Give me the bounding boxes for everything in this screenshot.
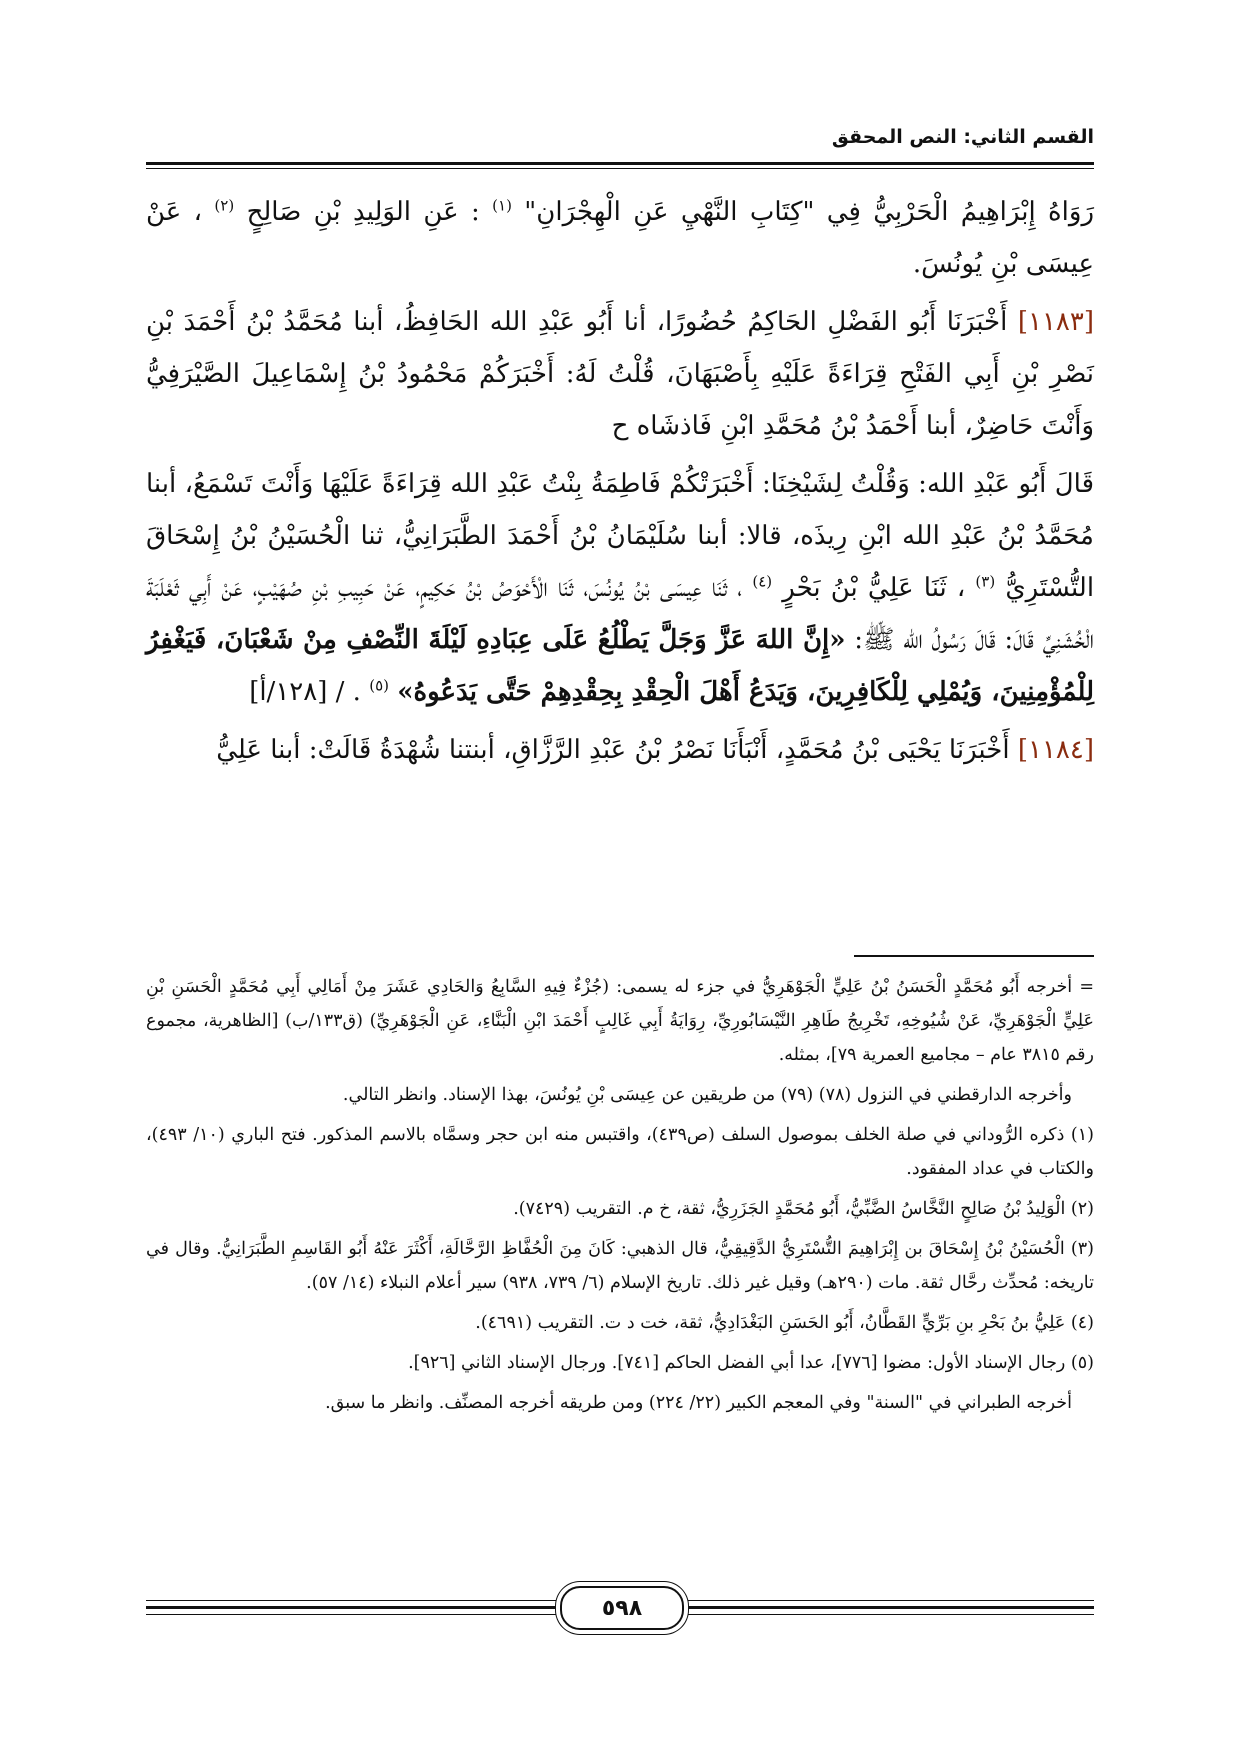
footnote-1: (١) ذكره الرُّوداني في صلة الخلف بموصول السلف (ص٤٣٩)، واقتبس منه ابن حجر وسمَّاه بالاسم المذكور. فتح الباري (١٠/ ٤٩٣)، والكتاب في عداد المفقود. [146,1125,1094,1179]
paragraph-text: قَالَ أَبُو عَبْدِ الله: وَقُلْتُ لِشَيْخِنَا: أَخْبَرَتْكُمْ فَاطِمَةُ بِنْتُ عَبْدِ الله قِرَاءَةً عَلَيْهَا وَأَنْتَ تَسْمَعُ، أبنا مُحَمَّدُ بْنُ عَبْدِ الله ابْنِ رِيذَه، قالا: أبنا سُلَيْمَانُ بْنُ أَحْمَدَ الطَّبَرَانِيُّ، ثنا الْحُسَيْنُ بْنُ إِسْحَاقَ التُّسْتَرِيُّ [146,469,1095,603]
paragraph-isnad [146,458,1094,718]
paragraph-text: ، عَنْ عِيسَى بْنِ يُونُسَ. [146,197,1094,279]
footnote-continued-2: وأخرجه الدارقطني في النزول (٧٨) (٧٩) من طريقين عن عِيسَى بْنِ يُونُسَ، بهذا الإسناد. وانظر التالي. [342,1085,1072,1105]
header-rule-thick [146,162,1094,165]
paragraph-text: ، ثَنَا عِيسَى بْنُ يُونُسَ، ثَنَا الْأَحْوَصُ بْنُ حَكِيمٍ، عَنْ حَبِيبِ بْنِ صُهَيْبٍ، عَنْ أَبِي ثَعْلَبَةَ الْخُشَنِيِّ قَالَ: قَالَ رَسُولُ الله ﷺ: [146,573,1094,655]
hadith-1184 [146,724,1094,776]
hadith-number: [١١٨٤] [1017,735,1094,765]
footnotes [146,970,1094,1426]
footnote-ref-1: (١) [492,196,512,215]
folio-marker: . / [١٢٨/أ] [249,677,361,707]
hadith-text: «إِنَّ اللهَ عَزَّ وَجَلَّ يَطْلُعُ عَلَى عِبَادِهِ لَيْلَةَ النِّصْفِ مِنْ شَعْبَانَ، فَيَغْفِرُ لِلْمُؤْمِنِينَ، وَيُمْلِي لِلْكَافِرِينَ، وَيَدَعُ أَهْلَ الْحِقْدِ بِحِقْدِهِمْ حَتَّى يَدَعُوهُ» [146,625,1094,707]
paragraph-text: : عَنِ الوَلِيدِ بْنِ صَالِحٍ [246,197,480,227]
footnote-4: (٤) عَلِيُّ بنُ بَحْرِ بنِ بَرِّيٍّ القَطَّانُ، أَبُو الحَسَنِ البَغْدَادِيُّ، ثقة، خت د ت. التقريب (٤٦٩١). [475,1313,1094,1333]
footnote-separator [854,955,1094,957]
hadith-1183 [146,296,1094,452]
main-text [146,186,1094,782]
footnote-2: (٢) الْوَلِيدُ بْنُ صَالِحٍ النَّخَّاسُ الضَّبِّيُّ، أَبُو مُحَمَّدٍ الجَزَرِيُّ، ثقة، خ م. التقريب (٧٤٢٩). [513,1199,1094,1219]
paragraph-text: أَخْبَرَنَا يَحْيَى بْنُ مُحَمَّدٍ، أَنْبَأَنَا نَصْرُ بْنُ عَبْدِ الرَّزَّاقِ، أبنتنا شُهْدَةُ قَالَتْ: أبنا عَلِيُّ [216,735,1010,765]
footnote-5: (٥) رجال الإسناد الأول: مضوا [٧٧٦]، عدا أبي الفضل الحاكم [٧٤١]. ورجال الإسناد الثاني [٩٢٦]. [408,1353,1094,1373]
footnote-5-continued: أخرجه الطبراني في "السنة" وفي المعجم الكبير (٢٢/ ٢٢٤) ومن طريقه أخرجه المصنِّف. وانظر ما سبق. [325,1393,1072,1413]
footnote-ref-5: (٥) [369,676,389,695]
footnote-ref-3: (٣) [975,572,996,591]
paragraph-intro [146,186,1094,290]
hadith-number: [١١٨٣] [1017,307,1094,337]
footnote-3: (٣) الْحُسَيْنُ بْنُ إِسْحَاقَ بن إِبْرَاهِيمَ التُّسْتَرِيُّ الدَّقِيقِيُّ، قال الذهبي: كَانَ مِنَ الْحُفَّاظِ الرَّحَّالَةِ، أَكْثَرَ عَنْهُ أَبُو القَاسِمِ الطَّبَرَانِيُّ. وقال في تاريخه: مُحدِّث رحَّال ثقة. مات (٢٩٠هـ) وقيل غير ذلك. تاريخ الإسلام (٦/ ٧٣٩، ٩٣٨) سير أعلام النبلاء (١٤/ ٥٧). [146,1239,1094,1293]
footnote-continued: = أخرجه أَبُو مُحَمَّدٍ الْحَسَنُ بْنُ عَلِيٍّ الْجَوْهَرِيُّ في جزء له يسمى: (جُزْءٌ فِيهِ السَّابِعُ وَالحَادِي عَشَرَ مِنْ أَمَالِي أَبِي مُحَمَّدٍ الْحَسَنِ بْنِ عَلِيٍّ الْجَوْهَرِيِّ، عَنْ شُيُوخِهِ، تَخْرِيجُ طَاهِرِ النَّيْسَابُورِيِّ، رِوَايَةُ أَبِي غَالِبٍ أَحْمَدَ ابْنِ الْبَنَّاءِ، عَنِ الْجَوْهَرِيِّ) (ق١٣٣/ب) [الظاهرية، مجموع رقم ٣٨١٥ عام – مجاميع العمرية ٧٩]، بمثله. [146,977,1095,1065]
footnote-ref-4: (٤) [752,572,773,591]
paragraph-text: رَوَاهُ إِبْرَاهِيمُ الْحَرْبِيُّ فِي "كِتَابِ النَّهْيِ عَنِ الْهِجْرَانِ" [524,197,1094,227]
header-rule-thin [146,168,1094,169]
paragraph-text: ، ثَنَا عَلِيُّ بْنُ بَحْرٍ [782,573,966,603]
paragraph-text: أَخْبَرَنَا أَبُو الفَضْلِ الحَاكِمُ حُضُورًا، أنا أَبُو عَبْدِ الله الحَافِظُ، أبنا مُحَمَّدُ بْنُ أَحْمَدَ بْنِ نَصْرِ بْنِ أَبِي الفَتْحِ قِرَاءَةً عَلَيْهِ بِأَصْبَهَانَ، قُلْتُ لَهُ: أَخْبَرَكُمْ مَحْمُودُ بْنُ إِسْمَاعِيلَ الصَّيْرَفِيُّ وَأَنْتَ حَاضِرٌ، أبنا أَحْمَدُ بْنُ مُحَمَّدِ ابْنِ فَاذشَاه ح [146,307,1094,441]
page-header-title: القسم الثاني: النص المحقق [831,126,1094,148]
footnote-ref-2: (٢) [214,196,235,215]
page-number: ٥٩٨ [560,1586,684,1630]
